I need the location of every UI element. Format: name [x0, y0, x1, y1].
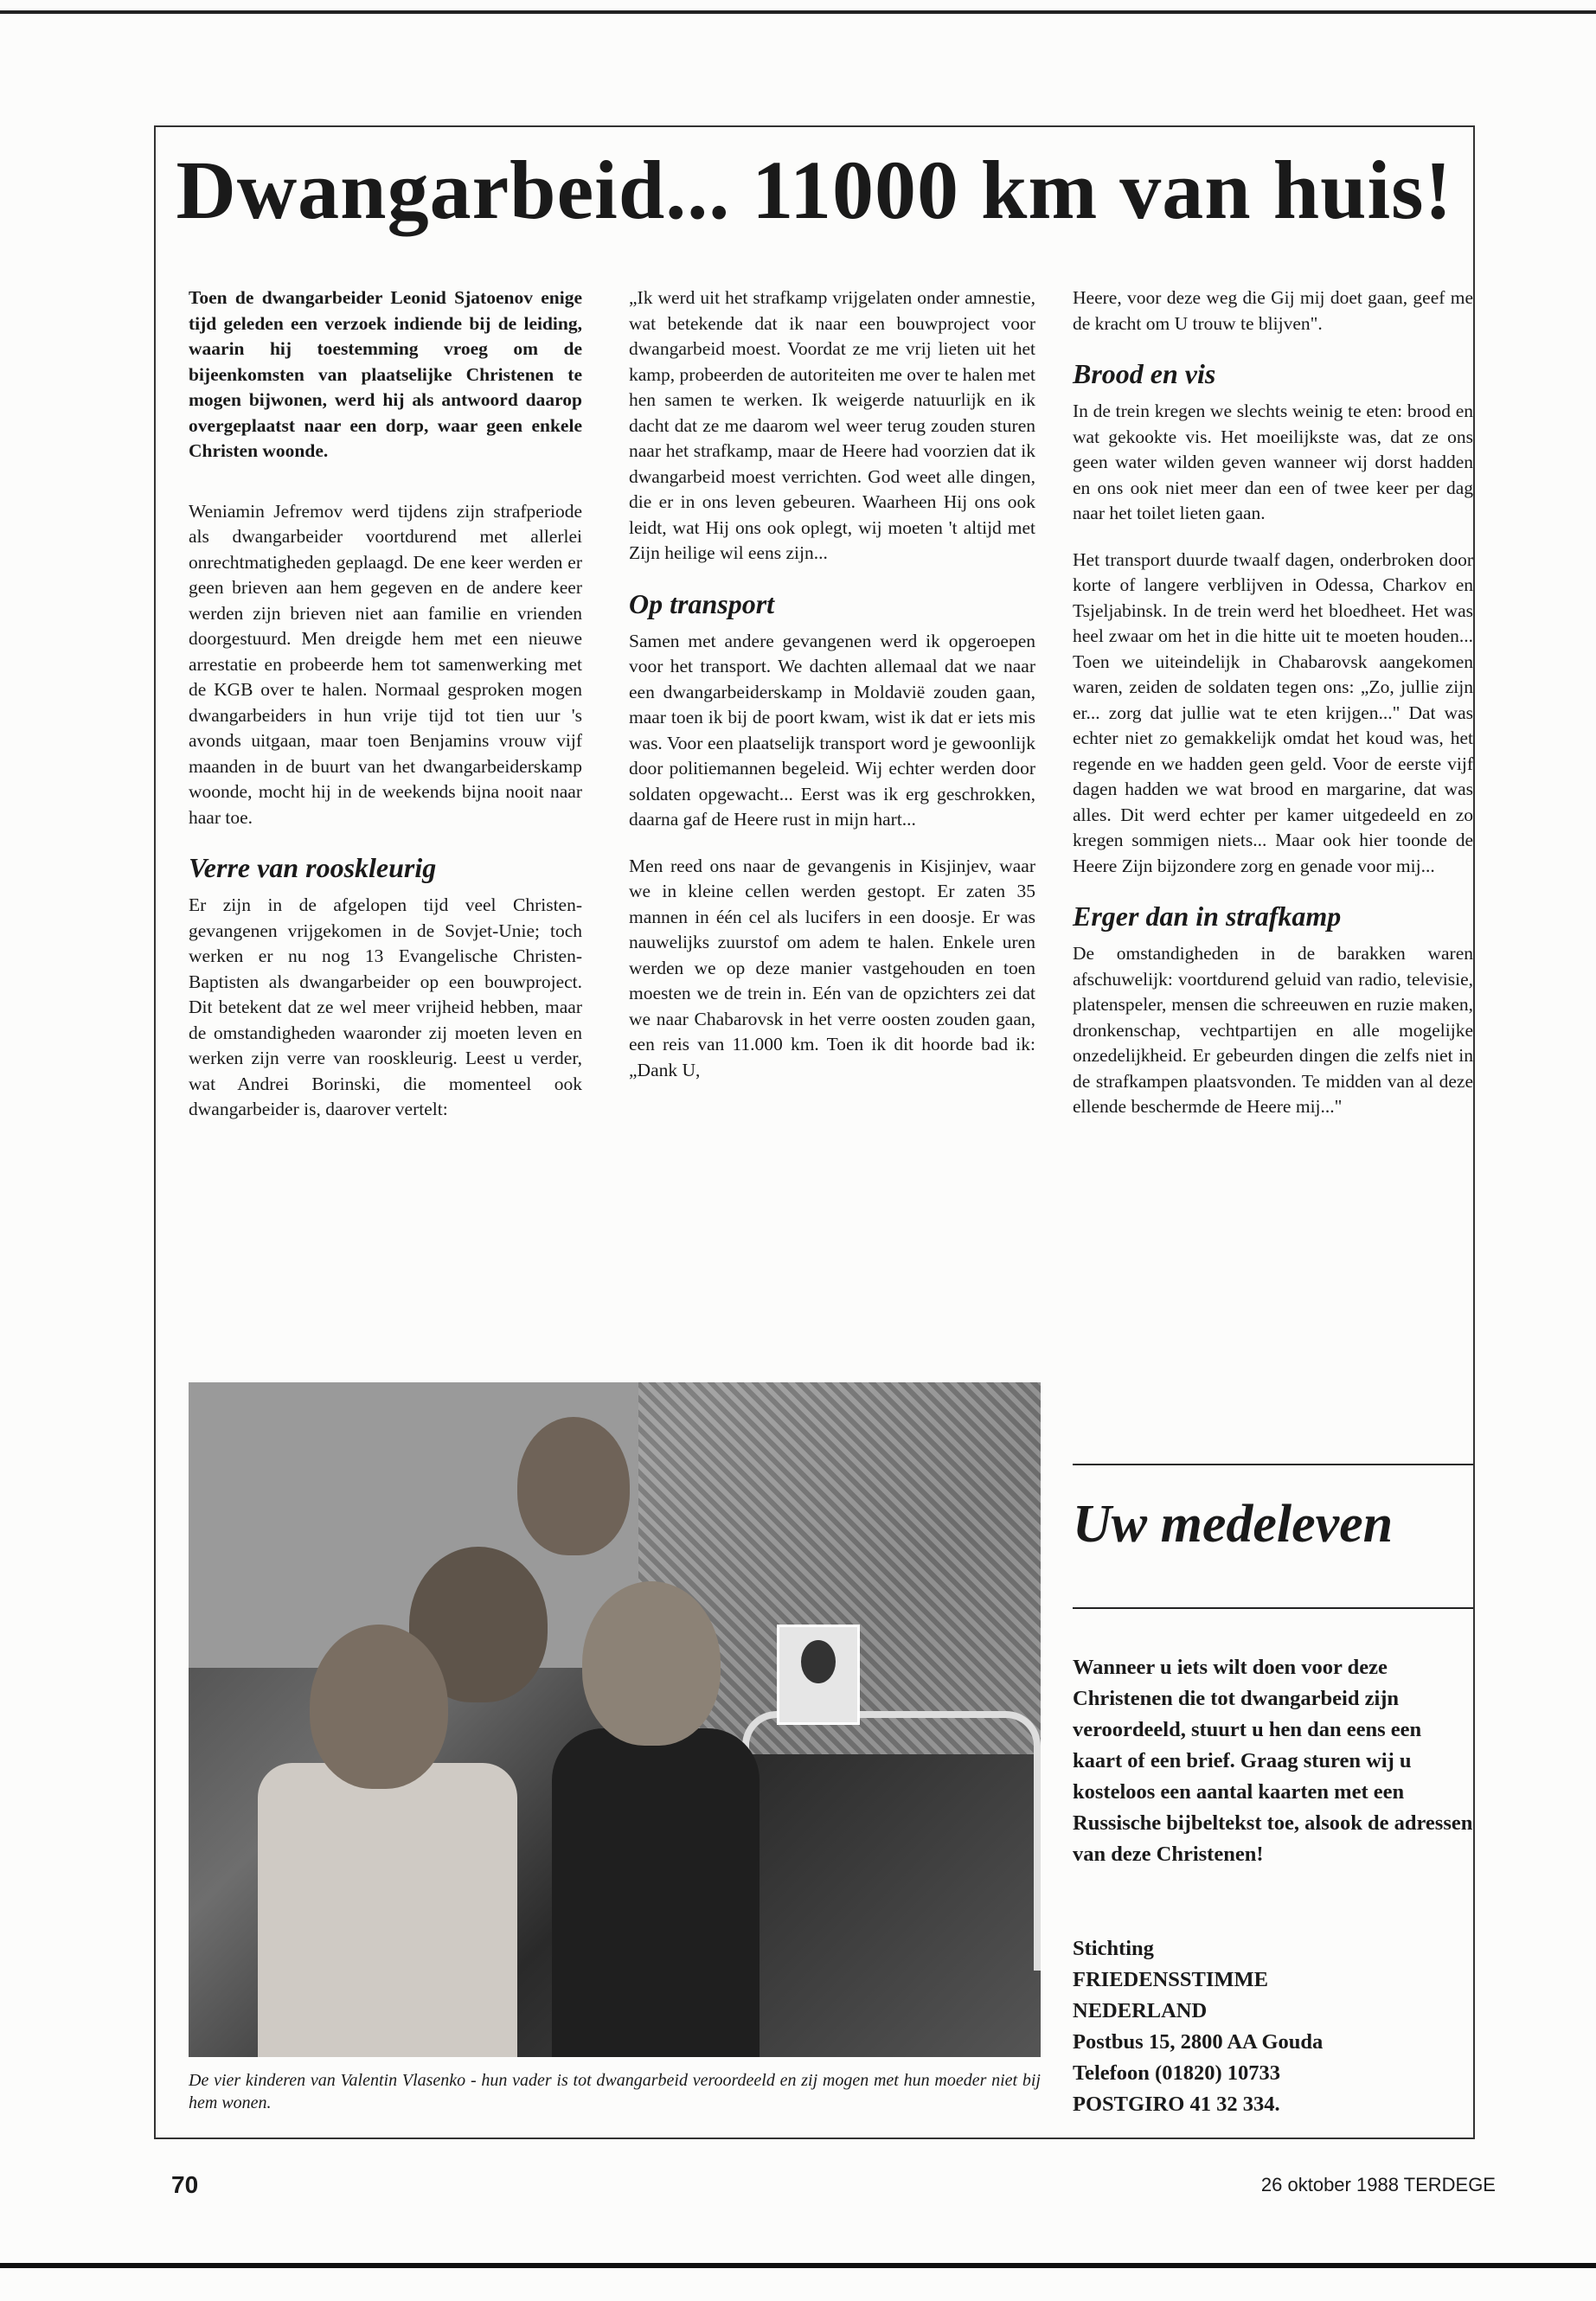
top-rule — [0, 10, 1596, 14]
paragraph: Weniamin Jefremov werd tijdens zijn strafperiode als dwangarbeider voortdurend met allerlei onrechtmatigheden geplaagd. De ene keer werden er geen brieven aan hem gegeven en de andere keer werden zijn brieven niet aan familie en vrienden doorgestuurd. Men dreigde hem met een nieuwe arrestatie en probeerde hem tot samenwerking met de KGB over te halen. Normaal gesproken mogen dwangarbeiders in hun vrije tijd tot tien uur 's avonds uitgaan, maar toen Benjamins vrouw vijf maanden in de buurt van het dwangarbeiderskamp woonde, mocht hij in de weekends bijna nooit naar haar toe. — [189, 500, 582, 828]
photo-portrait — [777, 1625, 860, 1725]
address-line: POSTGIRO 41 32 334. — [1073, 2093, 1280, 2116]
address-line: FRIEDENSSTIMME — [1073, 1968, 1268, 1991]
sidebar-title: Uw medeleven — [1073, 1495, 1394, 1554]
section-heading: Brood en vis — [1073, 358, 1216, 389]
paragraph: Samen met andere gevangenen werd ik opgeroepen voor het transport. We dachten allemaal dat we naar een dwangarbeiderskamp in Moldavië zouden gaan, maar toen ik bij de poort kwam, wist ik dat er iets mis was. Voor een plaatselijk transport word je gewoonlijk door politiemannen begeleid. Wij echter werden door soldaten opgewacht... Eerst was ik erg geschrokken, daarna gaf de Heere rust in mijn hart... — [629, 630, 1035, 830]
paragraph: Er zijn in de afgelopen tijd veel Christen-gevangenen vrijgekomen in de Sovjet-Unie; toch werken er nu nog 13 Evangelische Christen-Baptisten als dwangarbeider op een bouwproject. Dit betekent dat ze wel meer vrijheid hebben, maar de omstandigheden waaronder zij moeten leven en werken zijn verre van rooskleurig. Leest u verder, wat Andrei Borinski, die momenteel ook dwangarbeider is, daarover vertelt: — [189, 894, 582, 1119]
address-line: Stichting — [1073, 1937, 1154, 1960]
contact-address — [1073, 1933, 1473, 2120]
column-3 — [1073, 285, 1473, 1141]
section-heading: Erger dan in strafkamp — [1073, 901, 1342, 932]
photo-bed-frame — [742, 1711, 1041, 1971]
sidebar-appeal: Wanneer u iets wilt doen voor deze Christenen die tot dwangarbeid zijn veroordeeld, stuurt u hen dan eens een kaart of een brief. Graag sturen wij u kosteloos een aantal kaarten met een Russische bijbeltekst toe, alsook de adressen van deze Christenen! — [1073, 1656, 1473, 1866]
paragraph: Men reed ons naar de gevangenis in Kisjinjev, waar we in kleine cellen werden gestopt. Er zaten 35 mannen in één cel als lucifers in een doosje. Er was nauwelijks zuurstof om adem te halen. Enkele uren werden we op deze manier vastgehouden en toen moesten we de trein in. Eén van de opzichters zei dat we naar Chabarovsk in het verre oosten zouden gaan, een reis van 11.000 km. Toen ik dit hoorde bad ik: „Dank U, — [629, 855, 1035, 1080]
paragraph: Heere, voor deze weg die Gij mij doet gaan, geef me de kracht om U trouw te blijven". — [1073, 287, 1473, 334]
sidebar-rule-top — [1073, 1464, 1473, 1465]
address-line: NEDERLAND — [1073, 1999, 1208, 2022]
photo-child-body — [258, 1763, 517, 2057]
column-1 — [189, 285, 582, 1144]
page-number: 70 — [171, 2171, 199, 2198]
photo-child-body — [552, 1728, 760, 2057]
bottom-rule — [0, 2263, 1596, 2268]
lead-paragraph: Toen de dwangarbeider Leonid Sjatoenov enige tijd geleden een verzoek indiende bij de leiding, waarin hij toestemming vroeg om de bijeenkomsten van plaatselijke Christenen te mogen bijwonen, werd hij als antwoord daarop overgeplaatst naar een dorp, waar geen enkele Christen woonde. — [189, 287, 582, 461]
sidebar-rule-bottom — [1073, 1607, 1473, 1609]
paragraph: Het transport duurde twaalf dagen, onderbroken door korte of langere verblijven in Odessa, Charkov en Tsjeljabinsk. In de trein werd het bloedheet. Het was heel zwaar om het in die hitte uit te moeten houden... Toen we uiteindelijk in Chabarovsk aangekomen waren, zeiden de soldaten tegen ons: „Zo, jullie zijn er... zorg dat jullie wat te eten krijgen..." Dat was echter niet zo gemakkelijk omdat het koud was, het regende en we hadden geen geld. Voor de eerste vijf dagen hadden we wat brood en margarine, dat was alles. Dit werd echter per kamer uitgedeeld en zo kregen sommigen niets... Maar ook hier toonde de Heere Zijn bijzondere zorg en genade voor mij... — [1073, 548, 1473, 876]
paragraph: „Ik werd uit het strafkamp vrijgelaten onder amnestie, wat betekende dat ik naar een bouwproject voor dwangarbeid moest. Voordat ze me vrij lieten uit het kamp, probeerden de autoriteiten me over te halen met hen samen te werken. Ik weigerde natuurlijk en ik dacht dat ze me daarom wel weer terug zouden sturen naar het strafkamp, maar de Heere had voorzien dat ik dwangarbeid moest verrichten. God weet alle dingen, die er in ons leven gebeuren. Waarheen Hij ons ook leidt, wat Hij ons ook oplegt, wij moeten 't altijd met Zijn heilige wil eens zijn... — [629, 287, 1035, 563]
article-title: Dwangarbeid... 11000 km van huis! — [176, 144, 1453, 236]
paragraph: De omstandigheden in de barakken waren afschuwelijk: voortdurend geluid van radio, televisie, platenspeler, mensen die schreeuwen en ruzie maken, dronkenschap, vechtpartijen en alle mogelijke onzedelijkheid. Er gebeurden dingen die zelfs niet in de strafkampen plaatsvonden. Te midden van al deze ellende beschermde de Heere mij..." — [1073, 943, 1473, 1117]
section-heading: Op transport — [629, 587, 775, 619]
photo-child — [517, 1417, 630, 1555]
issue-date: 26 oktober 1988 TERDEGE — [1260, 2174, 1496, 2195]
photo-child — [582, 1581, 721, 1746]
paragraph: In de trein kregen we slechts weinig te eten: brood en wat gekookte vis. Het moeilijkste was, dat ze ons geen water wilden geven wanneer wij dorst hadden en ons ook niet meer dan een of twee keer per dag naar het toilet lieten gaan. — [1073, 401, 1473, 523]
column-2 — [629, 285, 1035, 1104]
photo-child — [310, 1625, 448, 1789]
section-heading: Verre van rooskleurig — [189, 852, 437, 883]
address-line: Telefoon (01820) 10733 — [1073, 2061, 1280, 2085]
children-photo — [189, 1382, 1041, 2057]
address-line: Postbus 15, 2800 AA Gouda — [1073, 2030, 1324, 2054]
photo-caption: De vier kinderen van Valentin Vlasenko - hun vader is tot dwangarbeid veroordeeld en zij mogen met hun moeder niet bij hem wonen. — [189, 2071, 1041, 2112]
